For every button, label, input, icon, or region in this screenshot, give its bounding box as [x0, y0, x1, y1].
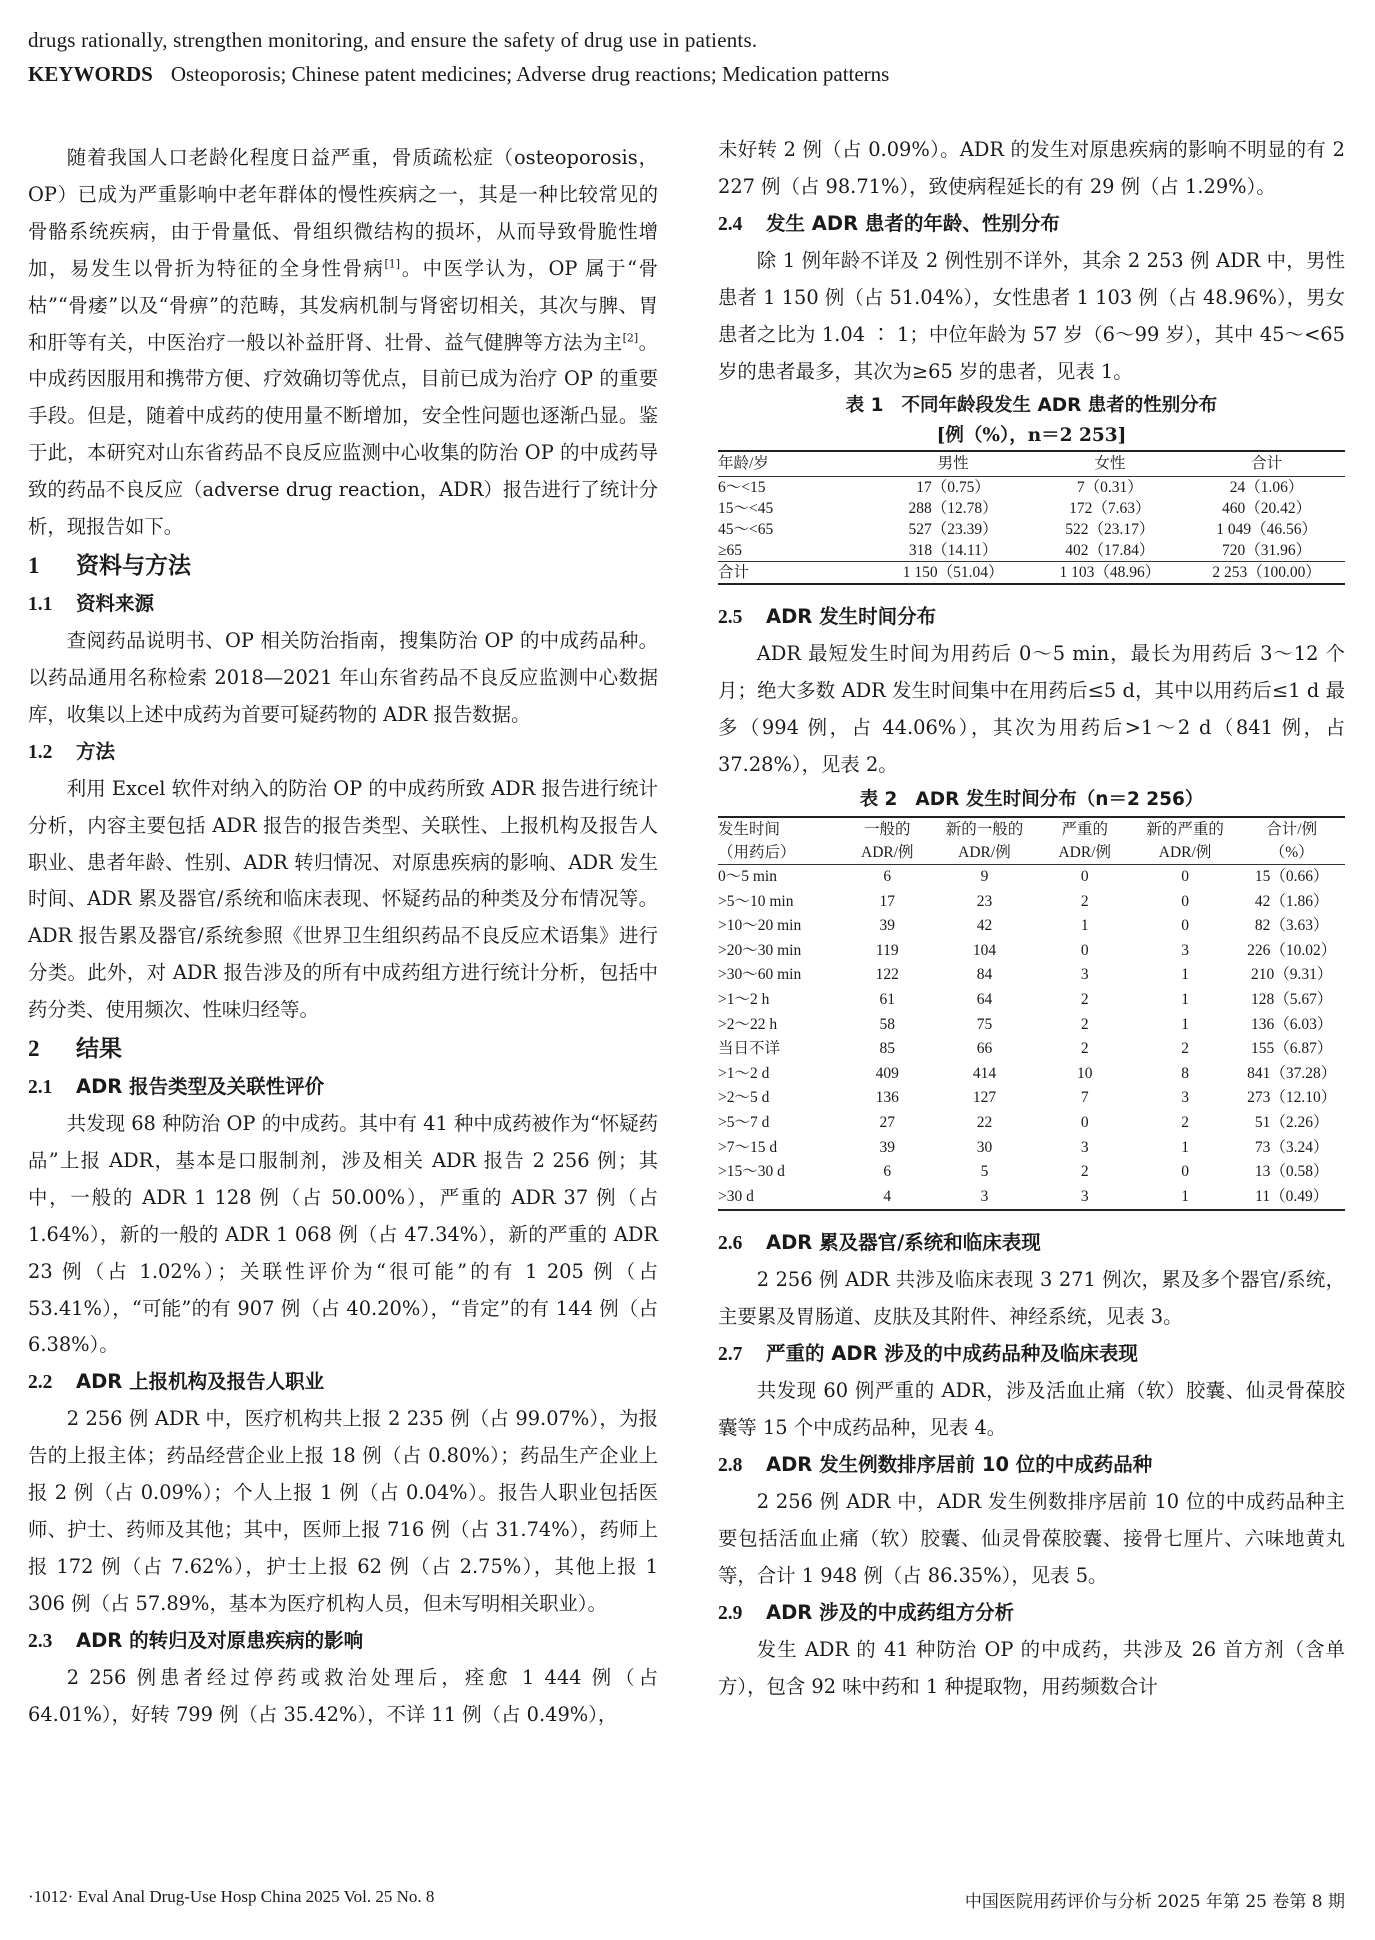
table1-total-cell: 1 150（51.04） — [875, 562, 1032, 585]
table1-header-cell: 年龄/岁 — [718, 451, 875, 477]
table2-row — [718, 1062, 1345, 1087]
table2-cell: 3 — [1181, 1089, 1189, 1107]
table2-cell: 当日不详 — [718, 1040, 781, 1058]
table2-cell: 3 — [1181, 941, 1189, 959]
table2-cell: >30 d — [718, 1187, 754, 1205]
table2-row — [718, 963, 1345, 988]
subsection-number: 2.1 — [28, 1077, 53, 1099]
table2-row — [718, 1185, 1345, 1211]
subsection-heading-2-2 — [28, 1364, 658, 1401]
table2-cell: >20～30 min — [718, 941, 802, 959]
table2-cell: 1 — [1181, 966, 1189, 984]
subsection-number: 2.4 — [718, 213, 743, 235]
table2-row — [718, 1160, 1345, 1185]
table1-total-cell: 合计 — [718, 562, 875, 585]
table2-cell: 3 — [980, 1187, 989, 1205]
table1-cell: 720（31.96） — [1222, 542, 1312, 560]
table1-cell: 318（14.11） — [908, 542, 998, 560]
table2-header-cell: ADR/例 — [931, 841, 1038, 865]
table1-header-cell: 女性 — [1032, 451, 1189, 477]
subsection-heading-2-8 — [718, 1447, 1345, 1484]
table1-subcaption: [例（%），n＝2 253] — [936, 425, 1127, 447]
table2-cell: 42 — [976, 917, 993, 935]
table2-cell: >2～22 h — [718, 1015, 778, 1033]
left-column — [28, 140, 658, 1734]
table2-cell: 11（0.49） — [1255, 1187, 1329, 1205]
table2-header-cell: ADR/例 — [1038, 841, 1132, 865]
table2-cell: 155（6.87） — [1250, 1040, 1333, 1058]
table1-cell: 24（1.06） — [1229, 479, 1304, 497]
subsection-heading-1-2 — [28, 734, 658, 771]
subsection-number: 1.1 — [28, 593, 53, 615]
paragraph-2-5: ADR 最短发生时间为用药后 0～5 min，最长为用药后 3～12 个月；绝大多数 ADR 发生时间集中在用药后≤5 d，其中以用药后≤1 d 最多（994 例，占 44.06%），其次为用药后>1～2 d（841 例，占 37.28%），见表 2。 — [718, 642, 1345, 777]
table2-cell: 2 — [1080, 1163, 1089, 1181]
table2-cell: 58 — [879, 1015, 896, 1033]
table2-cell: 0 — [1181, 892, 1189, 910]
table2-cell: 39 — [879, 917, 896, 935]
table2-cell: 409 — [875, 1064, 899, 1082]
table2-cell: >1～2 h — [718, 991, 770, 1009]
table2-header-cell: ADR/例 — [1132, 841, 1239, 865]
table2-cell: 128（5.67） — [1250, 991, 1333, 1009]
subsection-heading-2-5 — [718, 599, 1345, 636]
table2-row — [718, 1136, 1345, 1161]
section-title: 结果 — [76, 1036, 122, 1063]
subsection-heading-2-7 — [718, 1336, 1345, 1373]
table2-cell: 136 — [875, 1089, 899, 1107]
table2-cell: 73（3.24） — [1254, 1138, 1329, 1156]
paragraph-2-6: 2 256 例 ADR 共涉及临床表现 3 271 例次，累及多个器官/系统，主要累及胃肠道、皮肤及其附件、神经系统，见表 3。 — [718, 1268, 1345, 1329]
table2-row — [718, 1013, 1345, 1038]
table1-total-cell: 2 253（100.00） — [1188, 562, 1345, 585]
table2-cell: 22 — [976, 1114, 993, 1131]
table2-cell: 0 — [1181, 1163, 1189, 1181]
table1-cell: 288（12.78） — [908, 500, 998, 518]
table1-total-row — [718, 562, 1345, 585]
table2-cell: 2 — [1080, 991, 1089, 1009]
table2-header-cell: 发生时间 — [718, 821, 781, 839]
section-title: 资料与方法 — [76, 552, 191, 579]
table2-cell: 104 — [972, 941, 997, 959]
paragraph-2-1: 共发现 68 种防治 OP 的中成药。其中有 41 种中成药被作为“怀疑药品”上报 ADR，基本是口服制剂，涉及相关 ADR 报告 2 256 例；其中，一般的 ADR 1 128 例（占 50.00%），严重的 ADR 37 例（占 1.64%），新的一般的 ADR 1 068 例（占 47.34%），新的严重的 ADR 23 例（占 1.02%）；关联性评价为“很可能”的有 1 205 例（占 53.41%），“可能”的有 907 例（占 40.20%），“肯定”的有 144 例（占 6.38%）。 — [28, 1112, 658, 1357]
table2-cell: 84 — [976, 966, 993, 984]
table2-row — [718, 914, 1345, 939]
table2-header-cell: （%） — [1238, 841, 1345, 865]
paragraph-2-7: 共发现 60 例严重的 ADR，涉及活血止痛（软）胶囊、仙灵骨葆胶囊等 15 个中成药品种，见表 4。 — [718, 1379, 1345, 1440]
subsection-number: 2.3 — [28, 1630, 53, 1652]
table2-header-cell: 严重的 — [1061, 821, 1109, 839]
subsection-heading-2-9 — [718, 1595, 1345, 1632]
table2-cell: 2 — [1181, 1040, 1189, 1058]
table1-cell: ≥65 — [718, 542, 743, 560]
abstract-tail: drugs rationally, strengthen monitoring, and ensure the safety of drug use in patients. — [28, 28, 758, 52]
footer-journal-cn: 中国医院用药评价与分析 2025 年第 25 卷第 8 期 — [964, 1892, 1345, 1912]
table2-header-cell: 新的一般的 — [945, 821, 1024, 839]
intro-text-1: 随着我国人口老龄化程度日益严重，骨质疏松症（osteoporosis，OP）已成为严重影响中老年群体的慢性疾病之一，其是一种比较常见的骨骼系统疾病，由于骨量低、骨组织微结构的损坏，从而导致骨脆性增加，易发生以骨折为特征的全身性骨病 — [28, 146, 658, 280]
table2-cell: 17 — [879, 892, 896, 910]
subsection-title: ADR 发生时间分布 — [766, 605, 937, 629]
section-number: 2 — [28, 1036, 40, 1062]
table2-cell: 119 — [875, 941, 899, 959]
table2-cell: 210（9.31） — [1250, 966, 1333, 984]
table2-cell: 841（37.28） — [1247, 1064, 1337, 1082]
subsection-title: 严重的 ADR 涉及的中成药品种及临床表现 — [766, 1342, 1138, 1366]
subsection-heading-2-3 — [28, 1623, 658, 1660]
table2-cell: 2 — [1080, 1040, 1089, 1058]
subsection-number: 2.9 — [718, 1602, 743, 1624]
table2-cell: 9 — [980, 868, 989, 886]
table2-cell: 64 — [976, 991, 993, 1009]
table2-cell: 127 — [972, 1089, 997, 1107]
intro-paragraph — [28, 140, 658, 546]
table2-label: 表 2 — [859, 789, 898, 811]
table2-row — [718, 890, 1345, 915]
table2-header-cell: 合计/例 — [1266, 821, 1318, 839]
table2-cell: 0 — [1181, 917, 1189, 935]
table2-cell: 10 — [1077, 1064, 1093, 1082]
subsection-title: ADR 报告类型及关联性评价 — [76, 1075, 325, 1099]
table2-cell: 82（3.63） — [1254, 917, 1329, 935]
table1-cell: 7（0.31） — [1076, 479, 1143, 497]
table2-cell: >10～20 min — [718, 917, 802, 935]
table2-caption — [718, 784, 1345, 816]
table2-cell: 75 — [976, 1015, 993, 1033]
paragraph-2-2: 2 256 例 ADR 中，医疗机构共上报 2 235 例（占 99.07%），为报告的上报主体；药品经营企业上报 18 例（占 0.80%）；药品生产企业上报 2 例（占 0.09%）；个人上报 1 例（占 0.04%）。报告人职业包括医师、护士、药师及其他；其中，医师上报 716 例（占 31.74%），药师上报 172 例（占 7.62%），护士上报 62 例（占 2.75%），其他上报 1 306 例（占 57.89%，基本为医疗机构人员，但未写明相关职业）。 — [28, 1407, 658, 1615]
keywords-text: Osteoporosis; Chinese patent medicines; Adverse drug reactions; Medication patterns — [170, 62, 890, 86]
table1-cell: 402（17.84） — [1065, 542, 1155, 560]
subsection-number: 2.7 — [718, 1344, 743, 1366]
table1-caption — [718, 390, 1345, 422]
table2-cell: 85 — [879, 1040, 896, 1058]
citation-2[interactable]: [2] — [622, 331, 639, 345]
table2-cell: 1 — [1181, 1015, 1189, 1033]
table1-row — [718, 540, 1345, 562]
table1-cell: 522（23.17） — [1065, 521, 1155, 539]
table1-cell: 527（23.39） — [908, 521, 998, 539]
table2-header-cell: ADR/例 — [843, 841, 931, 865]
table2-header-cell: （用药后） — [718, 841, 843, 865]
table2-row — [718, 1111, 1345, 1136]
table2-header-cell: 一般的 — [864, 821, 911, 839]
table2-cell: 1 — [1080, 917, 1089, 935]
subsection-heading-1-1 — [28, 586, 658, 623]
table2-cell: 66 — [976, 1040, 993, 1058]
table2-row — [718, 1086, 1345, 1111]
table2-cell: 1 — [1181, 1187, 1189, 1205]
table2-cell: 136（6.03） — [1250, 1015, 1333, 1033]
table1-cell: 6～<15 — [718, 479, 766, 497]
table2-cell: >15～30 d — [718, 1163, 785, 1181]
intro-text-3: 。中成药因服用和携带方便、疗效确切等优点，目前已成为治疗 OP 的重要手段。但是，随着中成药的使用量不断增加，安全性问题也逐渐凸显。鉴于此，本研究对山东省药品不良反应监测中心收集的防治 OP 的中成药导致的药品不良反应（adverse drug reaction，ADR）报告进行了统计分析，现报告如下。 — [28, 330, 659, 539]
table1-title: 不同年龄段发生 ADR 患者的性别分布 — [901, 395, 1218, 417]
section-heading-2 — [28, 1029, 658, 1069]
table2-cell: 42（1.86） — [1254, 892, 1329, 910]
table2-cell: >5～10 min — [718, 892, 794, 910]
table2-cell: >30～60 min — [718, 966, 802, 984]
table2-cell: 7 — [1080, 1089, 1089, 1107]
right-column — [718, 132, 1345, 1706]
paragraph-2-3a: 2 256 例患者经过停药或救治处理后，痊愈 1 444 例（占 64.01%），好转 799 例（占 35.42%），不详 11 例（占 0.49%）， — [28, 1665, 658, 1726]
table2-cell: >2～5 d — [718, 1089, 770, 1107]
table2-cell: 273（12.10） — [1247, 1089, 1337, 1107]
table2-cell: 0～5 min — [718, 868, 777, 886]
table2-cell: 2 — [1080, 1015, 1089, 1033]
table2-cell: 3 — [1080, 1138, 1089, 1156]
subsection-title: 方法 — [76, 739, 116, 763]
paragraph-2-8: 2 256 例 ADR 中，ADR 发生例数排序居前 10 位的中成药品种主要包括活血止痛（软）胶囊、仙灵骨葆胶囊、接骨七厘片、六味地黄丸等，合计 1 948 例（占 86.35%），见表 5。 — [718, 1490, 1345, 1587]
subsection-title: ADR 上报机构及报告人职业 — [76, 1370, 325, 1394]
table2-cell: 1 — [1181, 991, 1189, 1009]
table1-cell: 17（0.75） — [916, 479, 990, 497]
table2-cell: >1～2 d — [718, 1064, 770, 1082]
table2-cell: 51（2.26） — [1254, 1114, 1329, 1131]
table2-row — [718, 1037, 1345, 1062]
table1-row — [718, 477, 1345, 499]
table2-cell: 15（0.66） — [1254, 868, 1329, 886]
table2-cell: 0 — [1080, 868, 1089, 886]
section-heading-1 — [28, 546, 658, 586]
table2-cell: 122 — [875, 966, 899, 984]
paragraph-2-4: 除 1 例年龄不详及 2 例性别不详外，其余 2 253 例 ADR 中，男性患者 1 150 例（占 51.04%），女性患者 1 103 例（占 48.96%），男女患者之比为 1.04 ∶ 1；中位年龄为 57 岁（6～99 岁），其中 45～<65 岁的患者最多，其次为≥65 岁的患者，见表 1。 — [718, 248, 1345, 383]
table1-label: 表 1 — [845, 395, 884, 417]
table2-row — [718, 939, 1345, 964]
table2-cell: 226（10.02） — [1247, 941, 1337, 959]
citation-1[interactable]: [1] — [384, 257, 401, 271]
table2 — [718, 816, 1345, 1211]
table2-cell: 27 — [879, 1114, 896, 1131]
table2-cell: 414 — [972, 1064, 997, 1082]
subsection-number: 1.2 — [28, 741, 53, 763]
table2-cell: 23 — [976, 892, 993, 910]
subsection-number: 2.6 — [718, 1233, 743, 1255]
table2-header-row-1 — [718, 817, 1345, 841]
paragraph-1-1: 查阅药品说明书、OP 相关防治指南，搜集防治 OP 的中成药品种。以药品通用名称检索 2018—2021 年山东省药品不良反应监测中心数据库，收集以上述中成药为首要可疑药物的 ADR 报告数据。 — [28, 628, 658, 726]
subsection-number: 2.5 — [718, 607, 743, 629]
table2-cell: 6 — [883, 1163, 892, 1181]
table2-header-row-2 — [718, 841, 1345, 865]
subsection-title: ADR 发生例数排序居前 10 位的中成药品种 — [766, 1453, 1153, 1476]
table2-cell: 4 — [883, 1187, 892, 1205]
subsection-title: ADR 的转归及对原患疾病的影响 — [76, 1628, 364, 1652]
paragraph-1-2: 利用 Excel 软件对纳入的防治 OP 的中成药所致 ADR 报告进行统计分析，内容主要包括 ADR 报告的报告类型、关联性、上报机构及报告人职业、患者年龄、性别、ADR 转归情况、对原患疾病的影响、ADR 发生时间、ADR 累及器官/系统和临床表现、怀疑药品的种类及分布情况等。ADR 报告累及器官/系统参照《世界卫生组织药品不良反应术语集》进行分类。此外，对 ADR 报告涉及的所有中成药组方进行统计分析，包括中药分类、使用频次、性味归经等。 — [28, 776, 658, 1022]
subsection-heading-2-4 — [718, 206, 1345, 243]
footer-journal-en: ·1012· Eval Anal Drug-Use Hosp China 2025 Vol. 25 No. 8 — [28, 1887, 435, 1906]
subsection-heading-2-6 — [718, 1225, 1345, 1262]
table2-cell: 3 — [1080, 966, 1089, 984]
table2-header-cell: 新的严重的 — [1146, 821, 1224, 839]
table1 — [718, 450, 1345, 585]
table2-cell: >7～15 d — [718, 1138, 778, 1156]
subsection-heading-2-1 — [28, 1069, 658, 1106]
section-number: 1 — [28, 552, 40, 578]
subsection-title: ADR 累及器官/系统和临床表现 — [766, 1231, 1041, 1255]
paragraph-2-3b: 未好转 2 例（占 0.09%）。ADR 的发生对原患疾病的影响不明显的有 2 227 例（占 98.71%），致使病程延长的有 29 例（占 1.29%）。 — [718, 138, 1345, 198]
table2-cell: 0 — [1080, 941, 1089, 959]
table2-row — [718, 865, 1345, 890]
table2-row — [718, 988, 1345, 1013]
keywords-label: KEYWORDS — [28, 62, 153, 86]
table1-row — [718, 498, 1345, 519]
subsection-number: 2.2 — [28, 1372, 53, 1394]
keywords-line — [28, 62, 889, 87]
table1-cell: 460（20.42） — [1222, 500, 1312, 518]
table1-cell: 15～<45 — [718, 500, 774, 518]
paragraph-2-9: 发生 ADR 的 41 种防治 OP 的中成药，共涉及 26 首方剂（含单方），包含 92 味中药和 1 种提取物，用药频数合计 — [718, 1637, 1345, 1698]
table2-cell: 3 — [1080, 1187, 1089, 1205]
table2-cell: 30 — [976, 1138, 993, 1156]
table2-cell: 61 — [879, 991, 896, 1009]
table1-total-cell: 1 103（48.96） — [1032, 562, 1189, 585]
table1-cell: 45～<65 — [718, 521, 774, 539]
table2-cell: 39 — [879, 1138, 896, 1156]
table2-cell: >5～7 d — [718, 1114, 770, 1131]
table1-header-cell: 男性 — [875, 451, 1032, 477]
table1-cell: 1 049（46.56） — [1216, 521, 1317, 539]
table2-title: ADR 发生时间分布（n＝2 256） — [915, 789, 1204, 811]
table2-cell: 6 — [883, 868, 892, 886]
table2-cell: 8 — [1181, 1064, 1189, 1082]
table1-header-cell: 合计 — [1188, 451, 1345, 477]
table2-cell: 13（0.58） — [1254, 1163, 1329, 1181]
subsection-title: 资料来源 — [76, 591, 155, 615]
table2-cell: 0 — [1181, 868, 1189, 886]
table1-header-row — [718, 451, 1345, 477]
table1-row — [718, 519, 1345, 540]
subsection-title: ADR 涉及的中成药组方分析 — [766, 1600, 1015, 1624]
table2-cell: 5 — [980, 1163, 989, 1181]
table2-cell: 1 — [1181, 1138, 1189, 1156]
table2-cell: 0 — [1080, 1114, 1089, 1131]
subsection-number: 2.8 — [718, 1455, 743, 1476]
table1-cell: 172（7.63） — [1069, 500, 1151, 518]
subsection-title: 发生 ADR 患者的年龄、性别分布 — [766, 211, 1060, 235]
table2-cell: 2 — [1080, 892, 1089, 910]
intro-text-2: 。中医学认为，OP 属于“骨枯”“骨痿”以及“骨痹”的范畴，其发病机制与肾密切相关，其次与脾、胃和肝等有关，中医治疗一般以补益肝肾、壮骨、益气健脾等方法为主 — [28, 256, 658, 354]
table2-cell: 2 — [1181, 1114, 1189, 1131]
